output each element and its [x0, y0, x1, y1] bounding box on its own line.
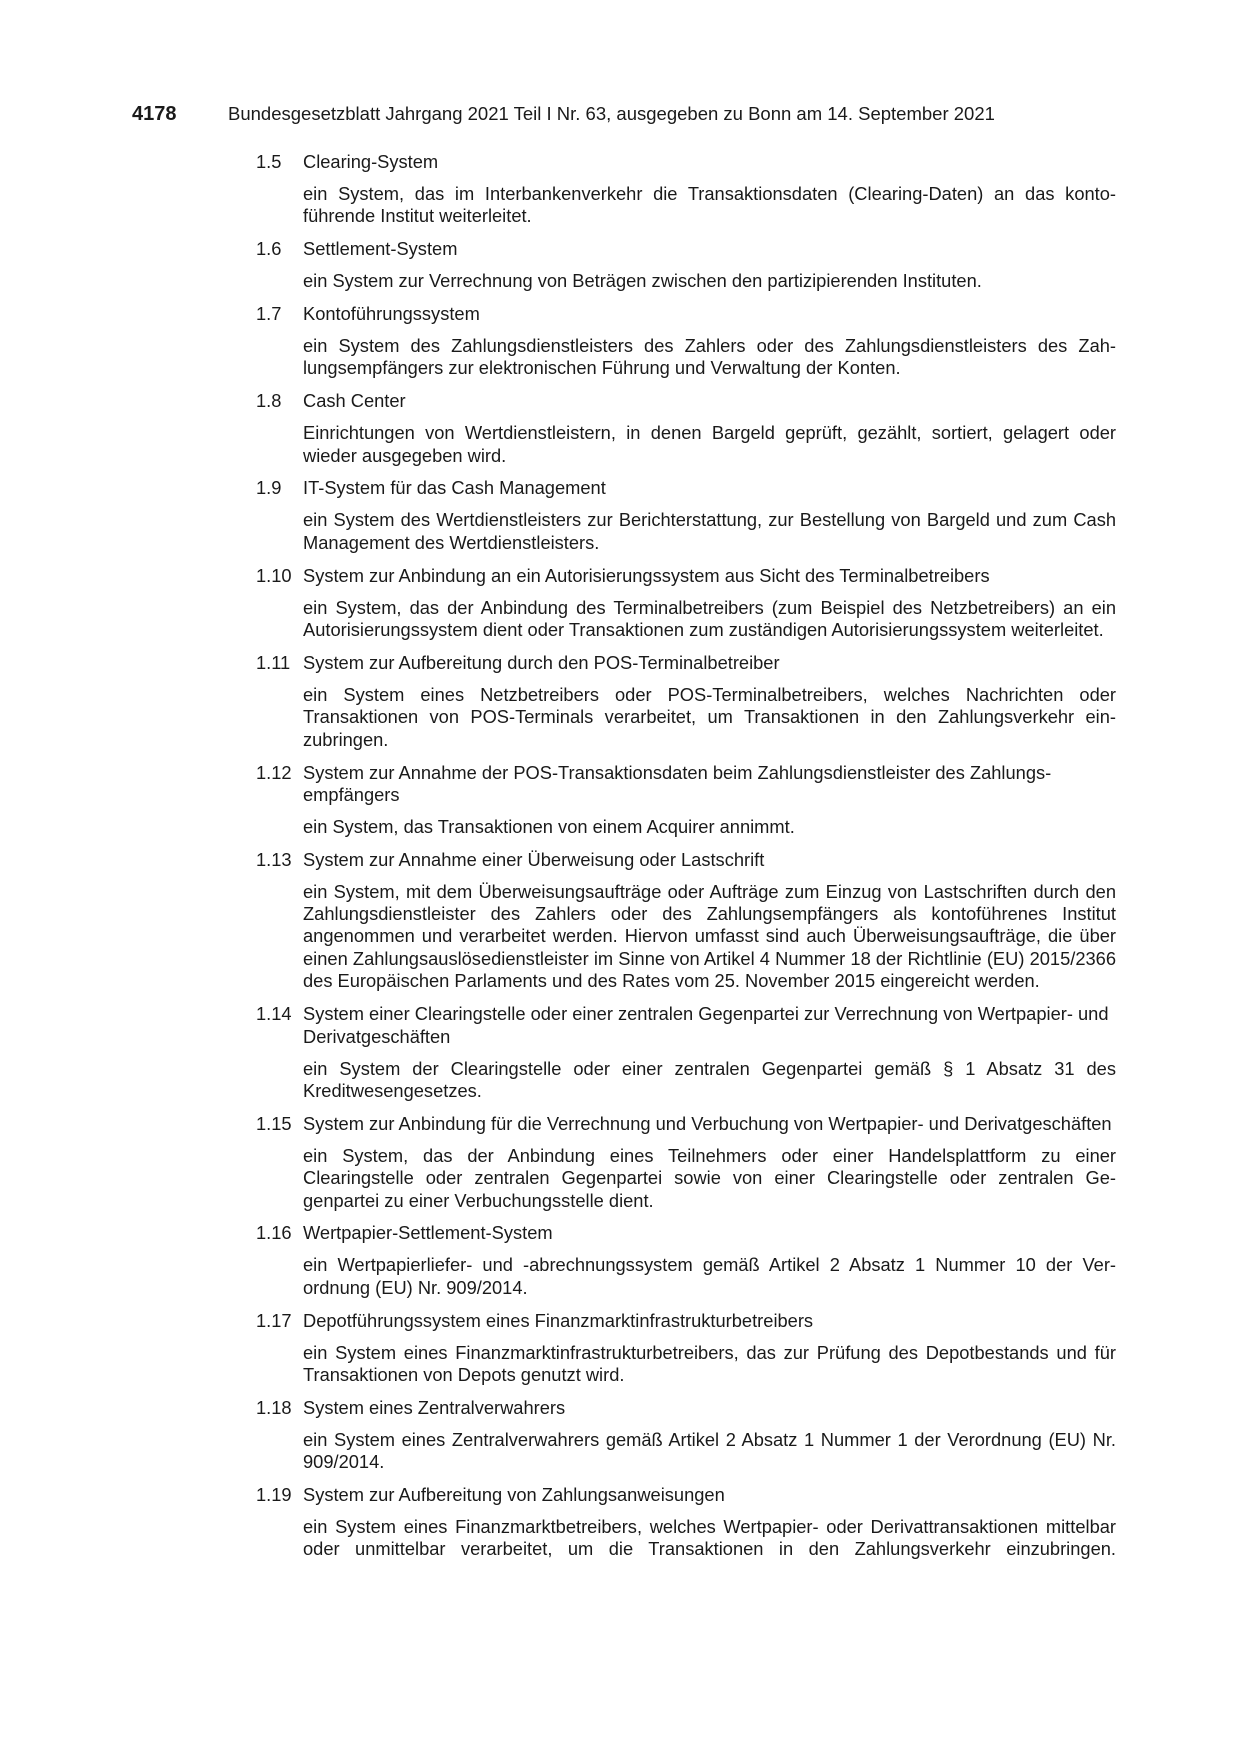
definition-item: [256, 652, 1116, 751]
item-title: Depotführungssystem eines Finanzmarktinfrastrukturbetreibers: [303, 1309, 814, 1331]
item-title: Cash Center: [303, 390, 406, 412]
item-number: 1.13: [256, 848, 292, 870]
definition-item: [256, 1397, 1116, 1474]
item-number: 1.15: [256, 1112, 292, 1134]
definition-item: [256, 1113, 1116, 1212]
definition-item: [256, 238, 1116, 292]
page-header: [132, 100, 1112, 128]
definition-item: [256, 151, 1116, 228]
item-text: ein System, mit dem Überweisungsaufträge oder Aufträge zum Einzug von Lastschriften durch den Zahlungsdienstleister des Zahlers oder des Zahlungsempfängers als kontoführenes Institut angenommen und verarbeitet werden. Hiervon umfasst sind auch Überweisungsaufträge, die über einen Zahlungsauslösedienstleister im Sinne von Artikel 4 Nummer 18 der Richtlinie (EU) 2015/2366 des Europäischen Parlaments und des Rates vom 25. November 2015 eingereicht werden.: [303, 880, 1116, 992]
definition-item: [256, 1484, 1116, 1561]
definition-item: [256, 565, 1116, 642]
page-number: 4178: [132, 103, 177, 125]
item-title: Settlement-System: [303, 238, 458, 260]
item-title: System zur Annahme der POS-Transaktionsdaten beim Zahlungsdienstleister des Zahlungsempfängers: [303, 761, 1052, 805]
item-text: ein Wertpapierliefer- und -abrechnungssystem gemäß Artikel 2 Absatz 1 Nummer 10 der Verordnung (EU) Nr. 909/2014.: [303, 1254, 1116, 1298]
item-text: ein System eines Zentralverwahrers gemäß Artikel 2 Absatz 1 Nummer 1 der Verordnung (EU) Nr. 909/2014.: [303, 1428, 1116, 1473]
item-number: 1.12: [256, 761, 292, 783]
item-text: ein System eines Finanzmarktbetreibers, welches Wertpapier- oder Derivattransaktionen mittelbar oder unmittelbar verarbeitet, um die Transaktionen in den Zahlungsverkehr einzubringen.: [303, 1516, 1116, 1560]
definition-item: [256, 303, 1116, 380]
definition-item: [256, 477, 1116, 554]
definition-item: [256, 1003, 1116, 1102]
item-title: System zur Aufbereitung von Zahlungsanweisungen: [303, 1484, 725, 1506]
item-text: ein System des Zahlungsdienstleisters des Zahlers oder des Zahlungsdienstleisters des Zahlungsempfängers zur elektronischen Führung und Verwaltung der Konten.: [303, 334, 1116, 379]
item-text: ein System, das Transaktionen von einem Acquirer annimmt.: [303, 815, 795, 837]
item-number: 1.19: [256, 1484, 292, 1506]
item-number: 1.10: [256, 564, 292, 586]
item-title: IT-System für das Cash Management: [303, 477, 606, 499]
item-number: 1.8: [256, 390, 282, 412]
item-text: ein System der Clearingstelle oder einer zentralen Gegenpartei gemäß § 1 Absatz 31 des Kreditwesengesetzes.: [303, 1057, 1116, 1101]
item-text: Einrichtungen von Wertdienstleistern, in denen Bargeld geprüft, gezählt, sortiert, gelagert oder wieder ausgegeben wird.: [303, 422, 1116, 466]
definition-item: [256, 849, 1116, 993]
item-title: System zur Anbindung an ein Autorisierungssystem aus Sicht des Terminalbetreibers: [303, 564, 990, 586]
item-number: 1.18: [256, 1396, 292, 1418]
item-text: ein System zur Verrechnung von Beträgen zwischen den partizipierenden Instituten.: [303, 270, 982, 292]
item-title: System einer Clearingstelle oder einer zentralen Gegenpartei zur Verrechnung von Wertpapier- und Derivatgeschäften: [303, 1003, 1109, 1047]
item-number: 1.5: [256, 151, 282, 172]
item-text: ein System, das im Interbankenverkehr die Transaktionsdaten (Clearing-Daten) an das kontoführende Institut weiterleitet.: [303, 182, 1116, 227]
item-number: 1.11: [256, 651, 291, 673]
item-title: System zur Annahme einer Überweisung oder Lastschrift: [303, 848, 765, 870]
item-title: System zur Anbindung für die Verrechnung und Verbuchung von Wertpapier- und Derivatgeschäften: [303, 1112, 1112, 1134]
gazette-title: Bundesgesetzblatt Jahrgang 2021 Teil I Nr. 63, ausgegeben zu Bonn am 14. September 2021: [228, 103, 995, 124]
item-title: Wertpapier-Settlement-System: [303, 1222, 553, 1244]
definitions-list: [256, 151, 1116, 1571]
item-title: System eines Zentralverwahrers: [303, 1396, 566, 1418]
item-title: Kontoführungssystem: [303, 303, 480, 325]
item-text: ein System eines Netzbetreibers oder POS-Terminalbetreibers, welches Nachrichten oder Transaktionen von POS-Terminals verarbeitet, um Transaktionen in den Zahlungsverkehr einzubringen.: [303, 683, 1116, 750]
item-title: System zur Aufbereitung durch den POS-Terminalbetreiber: [303, 651, 780, 673]
item-text: ein System, das der Anbindung eines Teilnehmers oder einer Handelsplattform zu einer Clearingstelle oder zentralen Gegenpartei sowie von einer Clearingstelle oder zentralen Gegenpartei zu einer Verbuchungsstelle dient.: [303, 1144, 1116, 1211]
definition-item: [256, 762, 1116, 839]
item-text: ein System, das der Anbindung des Terminalbetreibers (zum Beispiel des Netzbetreibers) an ein Autorisierungssystem dient oder Transaktionen zum zuständigen Autorisierungssystem weiterleitet.: [303, 596, 1116, 640]
item-number: 1.16: [256, 1222, 292, 1244]
item-text: ein System des Wertdienstleisters zur Berichterstattung, zur Bestellung von Bargeld und zum Cash Management des Wertdienstleisters.: [303, 509, 1116, 553]
definition-item: [256, 1222, 1116, 1299]
definition-item: [256, 390, 1116, 467]
item-text: ein System eines Finanzmarktinfrastrukturbetreibers, das zur Prüfung des Depotbestands und für Transaktionen von Depots genutzt wird.: [303, 1341, 1116, 1385]
item-number: 1.14: [256, 1003, 292, 1025]
definition-item: [256, 1310, 1116, 1387]
item-number: 1.17: [256, 1309, 292, 1331]
item-number: 1.6: [256, 238, 282, 260]
item-number: 1.7: [256, 303, 282, 325]
item-title: Clearing-System: [303, 151, 439, 172]
item-number: 1.9: [256, 477, 282, 499]
